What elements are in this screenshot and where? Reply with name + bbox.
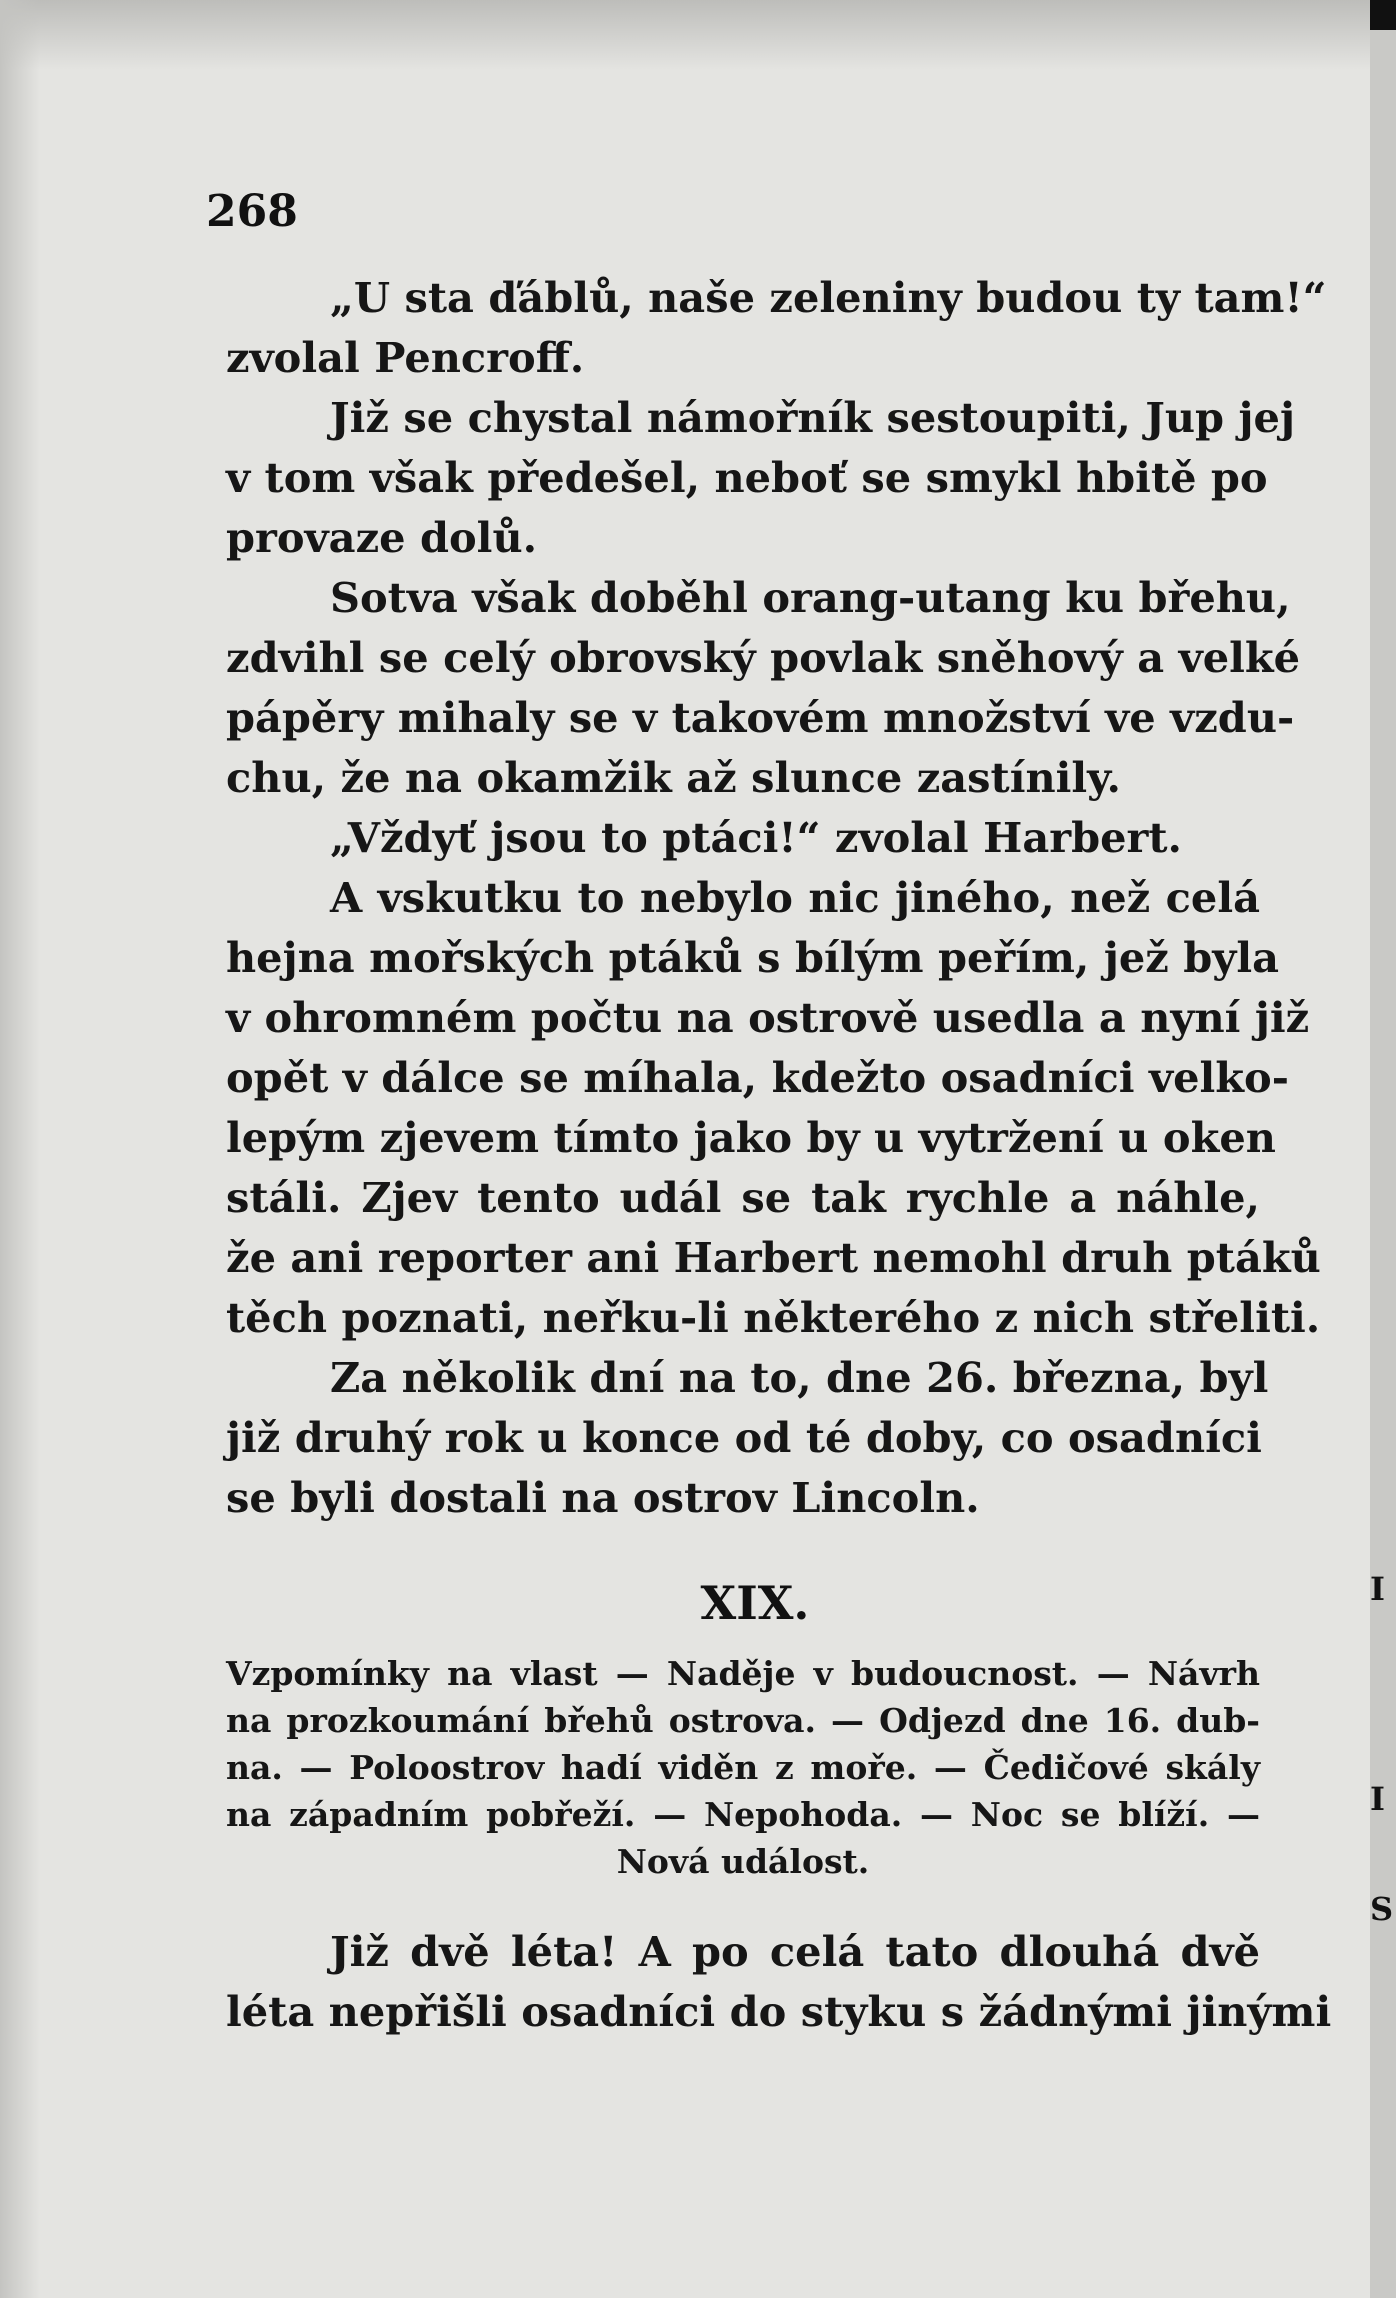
text-line: již druhý rok u konce od té doby, co osadníci (226, 1413, 1262, 1462)
text-line: Sotva však doběhl orang-utang ku břehu, (330, 573, 1291, 622)
text-line: hejna mořských ptáků s bílým peřím, jež byla (226, 933, 1280, 982)
page-number: 268 (206, 186, 298, 237)
text-line: opět v dálce se míhala, kdežto osadníci velko- (226, 1053, 1289, 1102)
chapter-summary (226, 1650, 1260, 1885)
text-line: lepým zjevem tímto jako by u vytržení u oken (226, 1113, 1276, 1162)
body-text (226, 268, 1327, 1528)
text-line: se byli dostali na ostrov Lincoln. (226, 1473, 980, 1522)
text-line: „U sta ďáblů, naše zeleniny budou ty tam!“ (330, 273, 1327, 322)
text-line: léta nepřišli osadníci do styku s žádnými jinými (226, 1987, 1332, 2036)
text-line: že ani reporter ani Harbert nemohl druh ptáků (226, 1233, 1321, 1282)
text-line: v tom však předešel, neboť se smykl hbitě po (226, 453, 1268, 502)
adjacent-page-letter: I (1370, 1570, 1385, 1608)
text-line: pápěry mihaly se v takovém množství ve vzdu- (226, 693, 1295, 742)
adjacent-page-letter: S (1370, 1890, 1394, 1928)
summary-line: na prozkoumání břehů ostrova. — Odjezd dne 16. dub- (226, 1701, 1260, 1740)
continuation-text (226, 1922, 1332, 2042)
text-line: provaze dolů. (226, 513, 538, 562)
summary-line: na. — Poloostrov hadí viděn z moře. — Čedičové skály (226, 1748, 1260, 1787)
text-line: v ohromném počtu na ostrově usedla a nyní již (226, 993, 1310, 1042)
summary-line: na západním pobřeží. — Nepohoda. — Noc se blíží. — (226, 1795, 1260, 1834)
text-line: „Vždyť jsou to ptáci!“ zvolal Harbert. (330, 813, 1183, 862)
text-line: zvolal Pencroff. (226, 333, 585, 382)
summary-line: Vzpomínky na vlast — Naděje v budoucnost. — Návrh (226, 1654, 1260, 1693)
text-line: Za několik dní na to, dne 26. března, byl (330, 1353, 1269, 1402)
text-line: zdvihl se celý obrovský povlak sněhový a velké (226, 633, 1301, 682)
text-line: chu, že na okamžik až slunce zastínily. (226, 753, 1121, 802)
text-line: Již dvě léta! A po celá tato dlouhá dvě (330, 1927, 1260, 1976)
adjacent-page-edge (1370, 30, 1396, 2298)
text-line: Již se chystal námořník sestoupiti, Jup jej (330, 393, 1295, 442)
adjacent-page-letter: I (1370, 1780, 1385, 1818)
summary-line-last: Nová událost. (616, 1842, 870, 1881)
text-line: A vskutku to nebylo nic jiného, než celá (330, 873, 1260, 922)
text-line: těch poznati, neřku-li některého z nich střeliti. (226, 1293, 1321, 1342)
text-line: stáli. Zjev tento udál se tak rychle a náhle, (226, 1173, 1260, 1222)
chapter-heading: XIX. (700, 1576, 810, 1630)
